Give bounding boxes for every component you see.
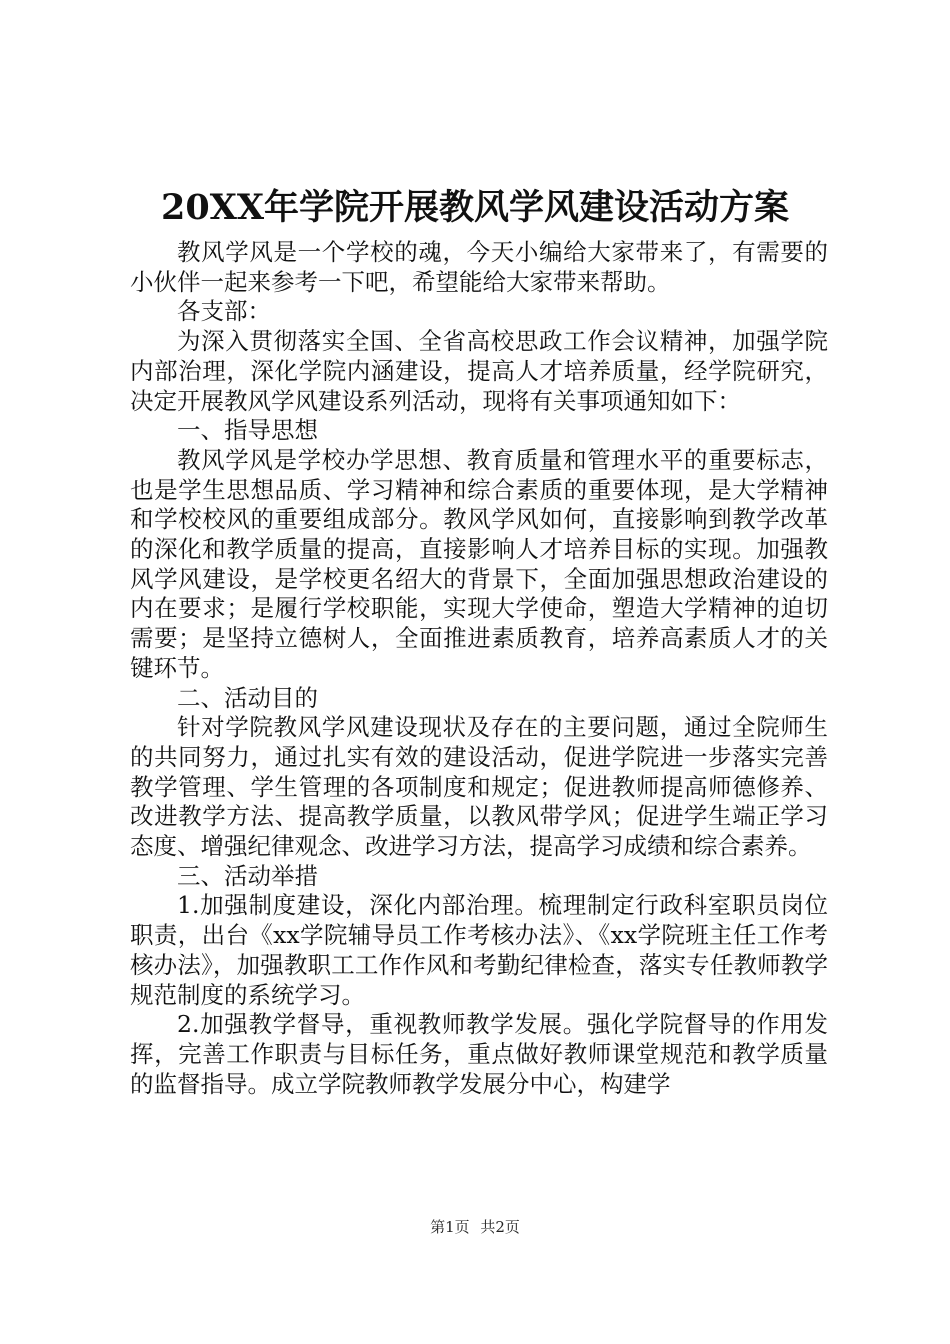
- paragraph: 为深入贯彻落实全国、全省高校思政工作会议精神，加强学院内部治理，深化学院内涵建设，提高人才培养质量，经学院研究，决定开展教风学风建设系列活动，现将有关事项通知如下：: [130, 327, 828, 415]
- page-footer: [0, 1216, 950, 1237]
- document-title: 20XX年学院开展教风学风建设活动方案: [160, 187, 790, 228]
- page-number: 第1页: [430, 1218, 470, 1236]
- paragraph: 1.加强制度建设，深化内部治理。梳理制定行政科室职员岗位职责，出台《xx学院辅导员工作考核办法》、《xx学院班主任工作考核办法》，加强教职工工作作风和考勤纪律检查，落实专任教师教学规范制度的系统学习。: [130, 891, 828, 1009]
- paragraph: 教风学风是一个学校的魂，今天小编给大家带来了，有需要的小伙伴一起来参考一下吧，希望能给大家带来帮助。: [130, 238, 828, 296]
- paragraph: 2.加强教学督导，重视教师教学发展。强化学院督导的作用发挥，完善工作职责与目标任务，重点做好教师课堂规范和教学质量的监督指导。成立学院教师教学发展分中心，构建学: [130, 1010, 828, 1098]
- section-heading: 一、指导思想: [177, 416, 318, 445]
- paragraph: 教风学风是学校办学思想、教育质量和管理水平的重要标志，也是学生思想品质、学习精神和综合素质的重要体现，是大学精神和学校校风的重要组成部分。教风学风如何，直接影响到教学改革的深化和教学质量的提高，直接影响人才培养目标的实现。加强教风学风建设，是学校更名绍大的背景下，全面加强思想政治建设的内在要求；是履行学校职能，实现大学使命，塑造大学精神的迫切需要；是坚持立德树人，全面推进素质教育，培养高素质人才的关键环节。: [130, 445, 828, 682]
- section-heading: 三、活动举措: [177, 861, 318, 890]
- paragraph: 各支部：: [177, 297, 271, 326]
- paragraph: 针对学院教风学风建设现状及存在的主要问题，通过全院师生的共同努力，通过扎实有效的建设活动，促进学院进一步落实完善教学管理、学生管理的各项制度和规定；促进教师提高师德修养、改进教学方法、提高教学质量，以教风带学风；促进学生端正学习态度、增强纪律观念、改进学习方法，提高学习成绩和综合素养。: [130, 713, 828, 861]
- document-body: [130, 238, 828, 1099]
- section-heading: 二、活动目的: [177, 683, 318, 712]
- page-total: 共2页: [480, 1218, 520, 1236]
